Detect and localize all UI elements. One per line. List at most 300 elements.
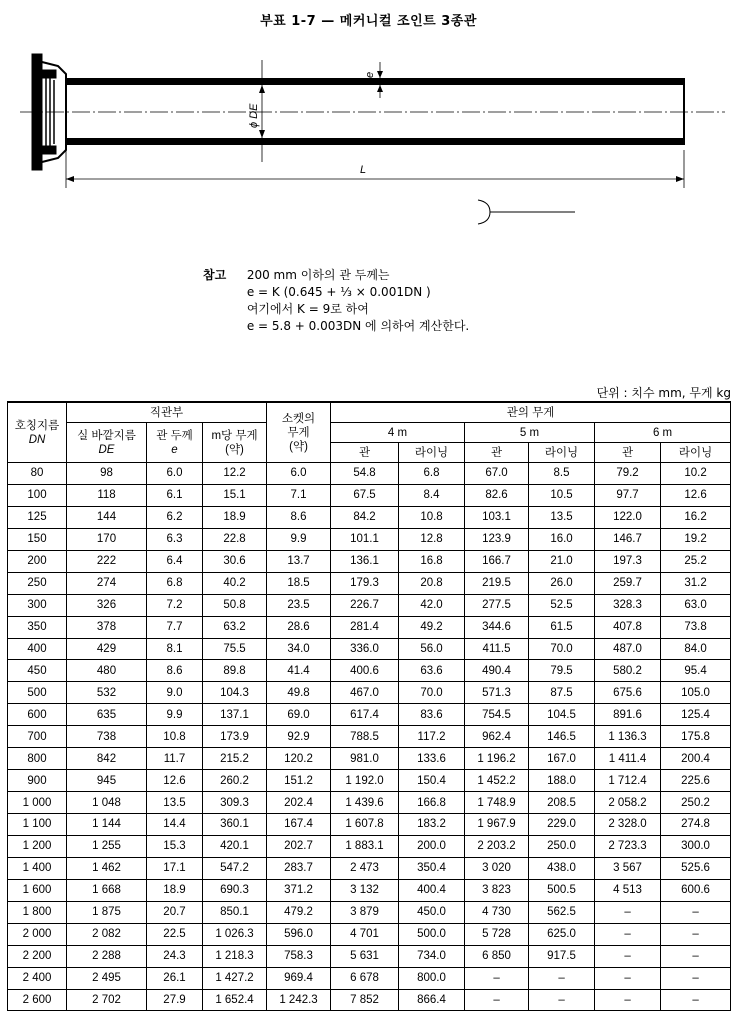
pipe-dimension-table — [7, 401, 731, 1011]
table-cell: 738 — [67, 726, 147, 748]
table-cell: 1 607.8 — [331, 814, 399, 836]
table-cell: 378 — [67, 616, 147, 638]
socket-symbol — [478, 200, 575, 224]
table-cell: 17.1 — [147, 857, 203, 879]
table-cell: 1 411.4 — [595, 748, 661, 770]
table-cell: 4 730 — [465, 901, 529, 923]
table-cell: 8.1 — [147, 638, 203, 660]
table-row — [8, 594, 731, 616]
table-cell: 67.5 — [331, 484, 399, 506]
table-cell: 2 203.2 — [465, 835, 529, 857]
table-cell: 1 800 — [8, 901, 67, 923]
table-cell: 105.0 — [661, 682, 731, 704]
table-cell: – — [661, 945, 731, 967]
table-cell: 1 136.3 — [595, 726, 661, 748]
table-cell: 281.4 — [331, 616, 399, 638]
table-cell: 120.2 — [267, 748, 331, 770]
table-row — [8, 923, 731, 945]
table-cell: 277.5 — [465, 594, 529, 616]
table-row — [8, 682, 731, 704]
table-cell: 309.3 — [203, 792, 267, 814]
table-cell: – — [529, 989, 595, 1011]
table-cell: 1 000 — [8, 792, 67, 814]
table-cell: 200 — [8, 550, 67, 572]
header-pipe-weight: 관의 무게 — [331, 402, 731, 423]
table-cell: 167.0 — [529, 748, 595, 770]
table-cell: – — [661, 901, 731, 923]
table-cell: 617.4 — [331, 704, 399, 726]
table-cell: 16.0 — [529, 528, 595, 550]
table-cell: 20.7 — [147, 901, 203, 923]
table-cell: – — [661, 989, 731, 1011]
table-cell: 525.6 — [661, 857, 731, 879]
table-cell: 92.9 — [267, 726, 331, 748]
table-cell: – — [529, 967, 595, 989]
table-cell: 1 652.4 — [203, 989, 267, 1011]
table-cell: 83.6 — [399, 704, 465, 726]
table-cell: 7.2 — [147, 594, 203, 616]
pipe-top-wall — [66, 78, 683, 85]
table-cell: 1 439.6 — [331, 792, 399, 814]
table-cell: 600.6 — [661, 879, 731, 901]
table-row — [8, 506, 731, 528]
table-cell: 450.0 — [399, 901, 465, 923]
table-cell: 350.4 — [399, 857, 465, 879]
table-cell: 63.0 — [661, 594, 731, 616]
table-cell: 225.6 — [661, 770, 731, 792]
table-cell: 6 850 — [465, 945, 529, 967]
table-cell: 150 — [8, 528, 67, 550]
table-cell: 27.9 — [147, 989, 203, 1011]
table-cell: 24.3 — [147, 945, 203, 967]
table-row — [8, 660, 731, 682]
table-cell: 400 — [8, 638, 67, 660]
table-cell: 56.0 — [399, 638, 465, 660]
table-cell: 215.2 — [203, 748, 267, 770]
table-cell: 487.0 — [595, 638, 661, 660]
table-cell: 50.8 — [203, 594, 267, 616]
table-cell: 70.0 — [529, 638, 595, 660]
note-line: e = 5.8 + 0.003DN 에 의하여 계산한다. — [246, 319, 470, 333]
table-cell: 183.2 — [399, 814, 465, 836]
table-cell: 10.2 — [661, 463, 731, 485]
table-cell: 250.2 — [661, 792, 731, 814]
table-cell: 136.1 — [331, 550, 399, 572]
table-cell: 350 — [8, 616, 67, 638]
table-cell: 438.0 — [529, 857, 595, 879]
header-pipe: 관 — [331, 443, 399, 463]
table-cell: 146.7 — [595, 528, 661, 550]
table-cell: 1 144 — [67, 814, 147, 836]
table-cell: 173.9 — [203, 726, 267, 748]
table-cell: 97.7 — [595, 484, 661, 506]
table-cell: 250 — [8, 572, 67, 594]
table-cell: 2 000 — [8, 923, 67, 945]
table-cell: 5 631 — [331, 945, 399, 967]
table-cell: 61.5 — [529, 616, 595, 638]
table-cell: 571.3 — [465, 682, 529, 704]
table-cell: 123.9 — [465, 528, 529, 550]
table-cell: 63.6 — [399, 660, 465, 682]
table-cell: 80 — [8, 463, 67, 485]
table-cell: 1 668 — [67, 879, 147, 901]
table-cell: 26.1 — [147, 967, 203, 989]
header-nominal: 호칭지름 DN — [8, 402, 67, 463]
pipe-drawing — [0, 40, 737, 240]
table-cell: 700 — [8, 726, 67, 748]
table-cell: 104.3 — [203, 682, 267, 704]
table-cell: 283.7 — [267, 857, 331, 879]
table-cell: 11.7 — [147, 748, 203, 770]
table-cell: – — [465, 989, 529, 1011]
table-cell: 87.5 — [529, 682, 595, 704]
table-cell: 16.8 — [399, 550, 465, 572]
table-cell: 13.7 — [267, 550, 331, 572]
table-row — [8, 989, 731, 1011]
table-cell: 200.4 — [661, 748, 731, 770]
pipe-bottom-wall — [66, 138, 683, 145]
table-cell: 202.7 — [267, 835, 331, 857]
table-cell: 144 — [67, 506, 147, 528]
table-cell: 8.4 — [399, 484, 465, 506]
table-cell: 151.2 — [267, 770, 331, 792]
table-cell: 2 495 — [67, 967, 147, 989]
table-cell: 10.8 — [147, 726, 203, 748]
table-cell: 3 567 — [595, 857, 661, 879]
table-cell: 219.5 — [465, 572, 529, 594]
table-cell: 2 058.2 — [595, 792, 661, 814]
table-cell: 12.6 — [661, 484, 731, 506]
table-cell: 4 513 — [595, 879, 661, 901]
dimension-l: L — [360, 164, 367, 176]
table-cell: 137.1 — [203, 704, 267, 726]
table-cell: 300 — [8, 594, 67, 616]
table-cell: 259.7 — [595, 572, 661, 594]
header-thickness: 관 두께 e — [147, 423, 203, 463]
table-cell: 10.5 — [529, 484, 595, 506]
table-cell: 9.9 — [147, 704, 203, 726]
table-cell: 580.2 — [595, 660, 661, 682]
table-cell: 34.0 — [267, 638, 331, 660]
table-cell: 690.3 — [203, 879, 267, 901]
table-cell: 3 020 — [465, 857, 529, 879]
table-cell: – — [595, 901, 661, 923]
header-lining: 라이닝 — [399, 443, 465, 463]
table-cell: 420.1 — [203, 835, 267, 857]
dimension-e: e — [364, 71, 376, 78]
table-row — [8, 528, 731, 550]
dimension-de: ϕ DE — [248, 103, 260, 128]
table-row — [8, 704, 731, 726]
table-cell: 1 427.2 — [203, 967, 267, 989]
table-cell: 2 723.3 — [595, 835, 661, 857]
table-cell: 12.8 — [399, 528, 465, 550]
table-cell: 411.5 — [465, 638, 529, 660]
table-cell: 197.3 — [595, 550, 661, 572]
table-row — [8, 901, 731, 923]
table-cell: 100 — [8, 484, 67, 506]
table-cell: 1 196.2 — [465, 748, 529, 770]
table-cell: 118 — [67, 484, 147, 506]
table-cell: 1 883.1 — [331, 835, 399, 857]
table-cell: 800 — [8, 748, 67, 770]
table-cell: 360.1 — [203, 814, 267, 836]
table-cell: 842 — [67, 748, 147, 770]
table-cell: 336.0 — [331, 638, 399, 660]
table-cell: 945 — [67, 770, 147, 792]
table-cell: 400.6 — [331, 660, 399, 682]
table-cell: 250.0 — [529, 835, 595, 857]
table-cell: 4 701 — [331, 923, 399, 945]
table-cell: 222 — [67, 550, 147, 572]
header-weight-per-m: m당 무게 (약) — [203, 423, 267, 463]
table-cell: 532 — [67, 682, 147, 704]
table-row — [8, 814, 731, 836]
table-cell: 500.5 — [529, 879, 595, 901]
table-cell: 101.1 — [331, 528, 399, 550]
units-label: 단위 : 치수 mm, 무게 kg — [596, 386, 731, 400]
table-cell: 6.3 — [147, 528, 203, 550]
note-line: e = K (0.645 + ⅓ × 0.001DN ) — [246, 285, 431, 299]
table-cell: 758.3 — [267, 945, 331, 967]
table-cell: – — [465, 967, 529, 989]
table-cell: 7.1 — [267, 484, 331, 506]
table-cell: 1 600 — [8, 879, 67, 901]
table-cell: 104.5 — [529, 704, 595, 726]
table-cell: 167.4 — [267, 814, 331, 836]
table-cell: – — [661, 923, 731, 945]
table-cell: 18.9 — [147, 879, 203, 901]
table-cell: 200.0 — [399, 835, 465, 857]
table-row — [8, 484, 731, 506]
table-cell: 490.4 — [465, 660, 529, 682]
table-cell: 344.6 — [465, 616, 529, 638]
table-cell: 49.8 — [267, 682, 331, 704]
table-cell: 166.8 — [399, 792, 465, 814]
table-cell: 2 600 — [8, 989, 67, 1011]
table-cell: 6.1 — [147, 484, 203, 506]
table-cell: 23.5 — [267, 594, 331, 616]
table-cell: 18.9 — [203, 506, 267, 528]
table-cell: 25.2 — [661, 550, 731, 572]
table-cell: 1 200 — [8, 835, 67, 857]
table-cell: 170 — [67, 528, 147, 550]
table-cell: 67.0 — [465, 463, 529, 485]
table-cell: 326 — [67, 594, 147, 616]
table-cell: 19.2 — [661, 528, 731, 550]
table-row — [8, 726, 731, 748]
table-cell: 274 — [67, 572, 147, 594]
table-cell: 73.8 — [661, 616, 731, 638]
table-cell: 500 — [8, 682, 67, 704]
table-cell: 122.0 — [595, 506, 661, 528]
table-cell: 6.0 — [147, 463, 203, 485]
table-cell: 407.8 — [595, 616, 661, 638]
table-row — [8, 770, 731, 792]
table-cell: 2 400 — [8, 967, 67, 989]
table-cell: 208.5 — [529, 792, 595, 814]
table-cell: 675.6 — [595, 682, 661, 704]
table-cell: 75.5 — [203, 638, 267, 660]
table-cell: 788.5 — [331, 726, 399, 748]
table-cell: 89.8 — [203, 660, 267, 682]
header-len-5: 5 m — [465, 423, 595, 443]
table-cell: 179.3 — [331, 572, 399, 594]
table-cell: 22.8 — [203, 528, 267, 550]
table-cell: 21.0 — [529, 550, 595, 572]
table-cell: 7 852 — [331, 989, 399, 1011]
table-row — [8, 967, 731, 989]
table-cell: 98 — [67, 463, 147, 485]
table-cell: 3 823 — [465, 879, 529, 901]
table-cell: 6.8 — [399, 463, 465, 485]
table-row — [8, 792, 731, 814]
table-cell: 79.5 — [529, 660, 595, 682]
table-cell: 202.4 — [267, 792, 331, 814]
table-cell: 371.2 — [267, 879, 331, 901]
table-cell: 969.4 — [267, 967, 331, 989]
table-cell: 52.5 — [529, 594, 595, 616]
table-cell: 10.8 — [399, 506, 465, 528]
table-cell: 1 026.3 — [203, 923, 267, 945]
table-cell: 1 218.3 — [203, 945, 267, 967]
table-cell: 1 462 — [67, 857, 147, 879]
header-outer-dia: 실 바깥지름 DE — [67, 423, 147, 463]
table-cell: 891.6 — [595, 704, 661, 726]
table-cell: 125.4 — [661, 704, 731, 726]
table-cell: 13.5 — [147, 792, 203, 814]
table-cell: 850.1 — [203, 901, 267, 923]
table-cell: – — [595, 967, 661, 989]
table-cell: 6 678 — [331, 967, 399, 989]
table-cell: 1 400 — [8, 857, 67, 879]
table-cell: 1 100 — [8, 814, 67, 836]
table-cell: 1 875 — [67, 901, 147, 923]
table-cell: 125 — [8, 506, 67, 528]
header-lining: 라이닝 — [529, 443, 595, 463]
table-row — [8, 463, 731, 485]
table-cell: 9.9 — [267, 528, 331, 550]
table-cell: 1 748.9 — [465, 792, 529, 814]
table-cell: 625.0 — [529, 923, 595, 945]
note-line: 여기에서 K = 9로 하여 — [246, 302, 369, 316]
table-cell: 16.2 — [661, 506, 731, 528]
reference-note — [203, 267, 469, 335]
table-cell: 6.4 — [147, 550, 203, 572]
table-cell: 28.6 — [267, 616, 331, 638]
table-cell: 328.3 — [595, 594, 661, 616]
table-cell: 166.7 — [465, 550, 529, 572]
table-cell: 69.0 — [267, 704, 331, 726]
table-cell: 596.0 — [267, 923, 331, 945]
table-cell: 42.0 — [399, 594, 465, 616]
table-cell: 562.5 — [529, 901, 595, 923]
table-cell: 229.0 — [529, 814, 595, 836]
table-cell: 3 879 — [331, 901, 399, 923]
table-cell: 981.0 — [331, 748, 399, 770]
header-socket: 소켓의 무게 (약) — [267, 402, 331, 463]
table-cell: 635 — [67, 704, 147, 726]
table-row — [8, 616, 731, 638]
table-body — [8, 463, 731, 1011]
table-cell: 754.5 — [465, 704, 529, 726]
table-cell: 18.5 — [267, 572, 331, 594]
table-cell: 8.5 — [529, 463, 595, 485]
table-cell: 2 473 — [331, 857, 399, 879]
table-cell: 175.8 — [661, 726, 731, 748]
table-cell: 9.0 — [147, 682, 203, 704]
table-cell: – — [595, 923, 661, 945]
table-cell: 1 048 — [67, 792, 147, 814]
table-cell: 8.6 — [267, 506, 331, 528]
table-cell: 900 — [8, 770, 67, 792]
table-cell: 3 132 — [331, 879, 399, 901]
table-cell: 20.8 — [399, 572, 465, 594]
table-row — [8, 835, 731, 857]
table-cell: 300.0 — [661, 835, 731, 857]
table-cell: 70.0 — [399, 682, 465, 704]
table-cell: 917.5 — [529, 945, 595, 967]
table-cell: 14.4 — [147, 814, 203, 836]
table-cell: 2 200 — [8, 945, 67, 967]
table-cell: 6.0 — [267, 463, 331, 485]
table-cell: 133.6 — [399, 748, 465, 770]
table-cell: 1 967.9 — [465, 814, 529, 836]
table-row — [8, 748, 731, 770]
table-cell: 1 712.4 — [595, 770, 661, 792]
table-cell: 63.2 — [203, 616, 267, 638]
table-cell: 8.6 — [147, 660, 203, 682]
header-straight: 직관부 — [67, 402, 267, 423]
table-cell: 866.4 — [399, 989, 465, 1011]
table-row — [8, 945, 731, 967]
table-cell: 150.4 — [399, 770, 465, 792]
header-pipe: 관 — [595, 443, 661, 463]
table-row — [8, 550, 731, 572]
header-len-6: 6 m — [595, 423, 731, 443]
table-cell: 450 — [8, 660, 67, 682]
table-cell: 22.5 — [147, 923, 203, 945]
table-cell: 2 328.0 — [595, 814, 661, 836]
table-row — [8, 879, 731, 901]
table-cell: 15.1 — [203, 484, 267, 506]
table-cell: 500.0 — [399, 923, 465, 945]
table-cell: 40.2 — [203, 572, 267, 594]
table-cell: 547.2 — [203, 857, 267, 879]
table-cell: 1 255 — [67, 835, 147, 857]
note-label: 참고 — [203, 268, 227, 282]
table-cell: – — [661, 967, 731, 989]
table-cell: 103.1 — [465, 506, 529, 528]
table-cell: 479.2 — [267, 901, 331, 923]
header-lining: 라이닝 — [661, 443, 731, 463]
table-cell: – — [595, 945, 661, 967]
table-cell: 226.7 — [331, 594, 399, 616]
table-cell: 5 728 — [465, 923, 529, 945]
table-cell: – — [595, 989, 661, 1011]
table-cell: 30.6 — [203, 550, 267, 572]
table-cell: 49.2 — [399, 616, 465, 638]
table-cell: 1 242.3 — [267, 989, 331, 1011]
table-cell: 7.7 — [147, 616, 203, 638]
table-cell: 480 — [67, 660, 147, 682]
table-cell: 188.0 — [529, 770, 595, 792]
table-cell: 600 — [8, 704, 67, 726]
header-pipe: 관 — [465, 443, 529, 463]
table-row — [8, 638, 731, 660]
table-cell: 6.2 — [147, 506, 203, 528]
table-cell: 6.8 — [147, 572, 203, 594]
